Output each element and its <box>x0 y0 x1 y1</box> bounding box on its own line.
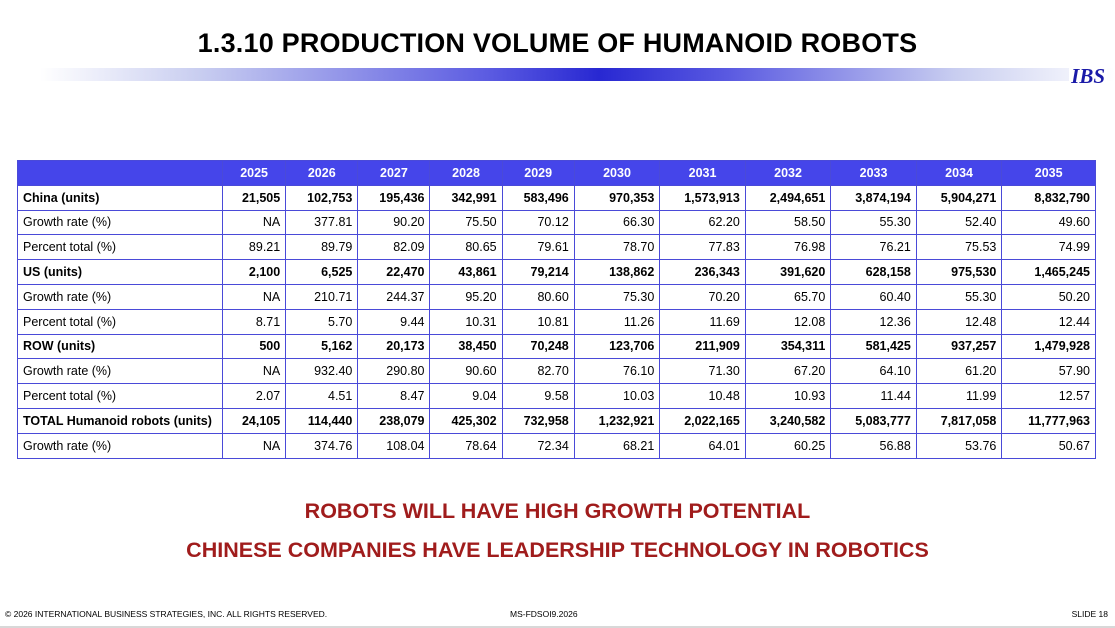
value-cell: 90.20 <box>358 210 430 235</box>
year-header-cell: 2032 <box>745 161 831 186</box>
table-row <box>18 284 1096 309</box>
year-header-cell: 2026 <box>286 161 358 186</box>
value-cell: 342,991 <box>430 185 502 210</box>
value-cell: 12.36 <box>831 309 917 334</box>
value-cell: NA <box>223 433 286 458</box>
value-cell: 8.71 <box>223 309 286 334</box>
value-cell: 4.51 <box>286 384 358 409</box>
value-cell: 1,479,928 <box>1002 334 1096 359</box>
value-cell: 89.21 <box>223 235 286 260</box>
table-row <box>18 433 1096 458</box>
value-cell: 20,173 <box>358 334 430 359</box>
value-cell: 11.99 <box>916 384 1002 409</box>
value-cell: 12.48 <box>916 309 1002 334</box>
value-cell: 211,909 <box>660 334 746 359</box>
table-row <box>18 359 1096 384</box>
row-label-cell: Growth rate (%) <box>18 359 223 384</box>
value-cell: 61.20 <box>916 359 1002 384</box>
value-cell: 78.64 <box>430 433 502 458</box>
year-header-cell: 2029 <box>502 161 574 186</box>
table-row <box>18 309 1096 334</box>
row-label-cell: TOTAL Humanoid robots (units) <box>18 408 223 433</box>
value-cell: 8,832,790 <box>1002 185 1096 210</box>
value-cell: 12.08 <box>745 309 831 334</box>
value-cell: 970,353 <box>574 185 660 210</box>
row-label-cell: US (units) <box>18 260 223 285</box>
value-cell: 76.10 <box>574 359 660 384</box>
value-cell: 64.01 <box>660 433 746 458</box>
value-cell: 583,496 <box>502 185 574 210</box>
value-cell: 5,162 <box>286 334 358 359</box>
footer-copyright: © 2026 INTERNATIONAL BUSINESS STRATEGIES, INC. ALL RIGHTS RESERVED. <box>5 609 328 619</box>
row-label-cell: Growth rate (%) <box>18 284 223 309</box>
value-cell: 9.58 <box>502 384 574 409</box>
value-cell: 937,257 <box>916 334 1002 359</box>
value-cell: 22,470 <box>358 260 430 285</box>
table-row <box>18 185 1096 210</box>
value-cell: 6,525 <box>286 260 358 285</box>
value-cell: 62.20 <box>660 210 746 235</box>
value-cell: 1,232,921 <box>574 408 660 433</box>
value-cell: 50.67 <box>1002 433 1096 458</box>
value-cell: 78.70 <box>574 235 660 260</box>
table-row <box>18 384 1096 409</box>
value-cell: 581,425 <box>831 334 917 359</box>
value-cell: 374.76 <box>286 433 358 458</box>
value-cell: 79,214 <box>502 260 574 285</box>
row-label-cell: China (units) <box>18 185 223 210</box>
value-cell: 76.98 <box>745 235 831 260</box>
value-cell: 2.07 <box>223 384 286 409</box>
value-cell: 70.12 <box>502 210 574 235</box>
value-cell: 12.57 <box>1002 384 1096 409</box>
value-cell: 82.70 <box>502 359 574 384</box>
value-cell: 2,100 <box>223 260 286 285</box>
value-cell: 11,777,963 <box>1002 408 1096 433</box>
year-header-cell: 2028 <box>430 161 502 186</box>
value-cell: 975,530 <box>916 260 1002 285</box>
table-body <box>18 185 1096 458</box>
value-cell: 70,248 <box>502 334 574 359</box>
value-cell: 21,505 <box>223 185 286 210</box>
value-cell: 38,450 <box>430 334 502 359</box>
value-cell: 49.60 <box>1002 210 1096 235</box>
row-label-cell: Growth rate (%) <box>18 210 223 235</box>
value-cell: 138,862 <box>574 260 660 285</box>
table-row <box>18 235 1096 260</box>
value-cell: 71.30 <box>660 359 746 384</box>
value-cell: 74.99 <box>1002 235 1096 260</box>
headline-message-1: ROBOTS WILL HAVE HIGH GROWTH POTENTIAL <box>304 499 811 523</box>
row-label-cell: Growth rate (%) <box>18 433 223 458</box>
value-cell: 72.34 <box>502 433 574 458</box>
value-cell: 10.48 <box>660 384 746 409</box>
value-cell: 75.53 <box>916 235 1002 260</box>
value-cell: 123,706 <box>574 334 660 359</box>
value-cell: 75.30 <box>574 284 660 309</box>
value-cell: 108.04 <box>358 433 430 458</box>
value-cell: 56.88 <box>831 433 917 458</box>
value-cell: 11.69 <box>660 309 746 334</box>
value-cell: NA <box>223 284 286 309</box>
value-cell: 82.09 <box>358 235 430 260</box>
value-cell: 64.10 <box>831 359 917 384</box>
value-cell: 5,904,271 <box>916 185 1002 210</box>
value-cell: 732,958 <box>502 408 574 433</box>
value-cell: 354,311 <box>745 334 831 359</box>
value-cell: 55.30 <box>831 210 917 235</box>
value-cell: 2,494,651 <box>745 185 831 210</box>
table-row <box>18 408 1096 433</box>
value-cell: 10.93 <box>745 384 831 409</box>
value-cell: 90.60 <box>430 359 502 384</box>
value-cell: 77.83 <box>660 235 746 260</box>
value-cell: 377.81 <box>286 210 358 235</box>
value-cell: 628,158 <box>831 260 917 285</box>
footer-slide-number: SLIDE 18 <box>1071 609 1108 619</box>
page-title: 1.3.10 PRODUCTION VOLUME OF HUMANOID ROBOTS <box>197 28 918 58</box>
year-header-cell: 2035 <box>1002 161 1096 186</box>
value-cell: 10.81 <box>502 309 574 334</box>
value-cell: 80.60 <box>502 284 574 309</box>
value-cell: 391,620 <box>745 260 831 285</box>
value-cell: 53.76 <box>916 433 1002 458</box>
value-cell: 11.44 <box>831 384 917 409</box>
value-cell: 210.71 <box>286 284 358 309</box>
row-label-cell: Percent total (%) <box>18 384 223 409</box>
value-cell: 195,436 <box>358 185 430 210</box>
value-cell: 5.70 <box>286 309 358 334</box>
value-cell: 76.21 <box>831 235 917 260</box>
table-row <box>18 334 1096 359</box>
ibs-logo: IBS <box>1071 64 1105 88</box>
value-cell: NA <box>223 210 286 235</box>
header-corner-cell <box>18 161 223 186</box>
value-cell: 60.40 <box>831 284 917 309</box>
value-cell: 80.65 <box>430 235 502 260</box>
headline-message-2: CHINESE COMPANIES HAVE LEADERSHIP TECHNOLOGY IN ROBOTICS <box>186 538 929 562</box>
value-cell: 52.40 <box>916 210 1002 235</box>
title-gradient-rule <box>40 68 1115 81</box>
table-row <box>18 260 1096 285</box>
value-cell: 244.37 <box>358 284 430 309</box>
value-cell: 932.40 <box>286 359 358 384</box>
year-header-cell: 2027 <box>358 161 430 186</box>
value-cell: 65.70 <box>745 284 831 309</box>
value-cell: 9.04 <box>430 384 502 409</box>
value-cell: 10.31 <box>430 309 502 334</box>
value-cell: 425,302 <box>430 408 502 433</box>
value-cell: 8.47 <box>358 384 430 409</box>
value-cell: 58.50 <box>745 210 831 235</box>
value-cell: 5,083,777 <box>831 408 917 433</box>
value-cell: 79.61 <box>502 235 574 260</box>
value-cell: 67.20 <box>745 359 831 384</box>
value-cell: 50.20 <box>1002 284 1096 309</box>
row-label-cell: Percent total (%) <box>18 235 223 260</box>
value-cell: 89.79 <box>286 235 358 260</box>
value-cell: 2,022,165 <box>660 408 746 433</box>
row-label-cell: ROW (units) <box>18 334 223 359</box>
value-cell: 9.44 <box>358 309 430 334</box>
value-cell: 60.25 <box>745 433 831 458</box>
value-cell: 12.44 <box>1002 309 1096 334</box>
table-header-row <box>18 161 1096 186</box>
value-cell: 7,817,058 <box>916 408 1002 433</box>
year-header-cell: 2030 <box>574 161 660 186</box>
value-cell: 290.80 <box>358 359 430 384</box>
value-cell: 66.30 <box>574 210 660 235</box>
value-cell: 10.03 <box>574 384 660 409</box>
value-cell: 238,079 <box>358 408 430 433</box>
value-cell: 114,440 <box>286 408 358 433</box>
year-header-cell: 2025 <box>223 161 286 186</box>
year-header-cell: 2034 <box>916 161 1002 186</box>
value-cell: 70.20 <box>660 284 746 309</box>
table-row <box>18 210 1096 235</box>
value-cell: NA <box>223 359 286 384</box>
value-cell: 102,753 <box>286 185 358 210</box>
value-cell: 95.20 <box>430 284 502 309</box>
value-cell: 75.50 <box>430 210 502 235</box>
value-cell: 3,240,582 <box>745 408 831 433</box>
year-header-cell: 2033 <box>831 161 917 186</box>
value-cell: 24,105 <box>223 408 286 433</box>
value-cell: 57.90 <box>1002 359 1096 384</box>
row-label-cell: Percent total (%) <box>18 309 223 334</box>
value-cell: 43,861 <box>430 260 502 285</box>
year-header-cell: 2031 <box>660 161 746 186</box>
value-cell: 236,343 <box>660 260 746 285</box>
footer-doc-id: MS-FDSOI9.2026 <box>510 609 578 619</box>
value-cell: 1,465,245 <box>1002 260 1096 285</box>
value-cell: 3,874,194 <box>831 185 917 210</box>
value-cell: 55.30 <box>916 284 1002 309</box>
production-volume-table <box>17 160 1096 459</box>
value-cell: 1,573,913 <box>660 185 746 210</box>
value-cell: 68.21 <box>574 433 660 458</box>
value-cell: 11.26 <box>574 309 660 334</box>
value-cell: 500 <box>223 334 286 359</box>
